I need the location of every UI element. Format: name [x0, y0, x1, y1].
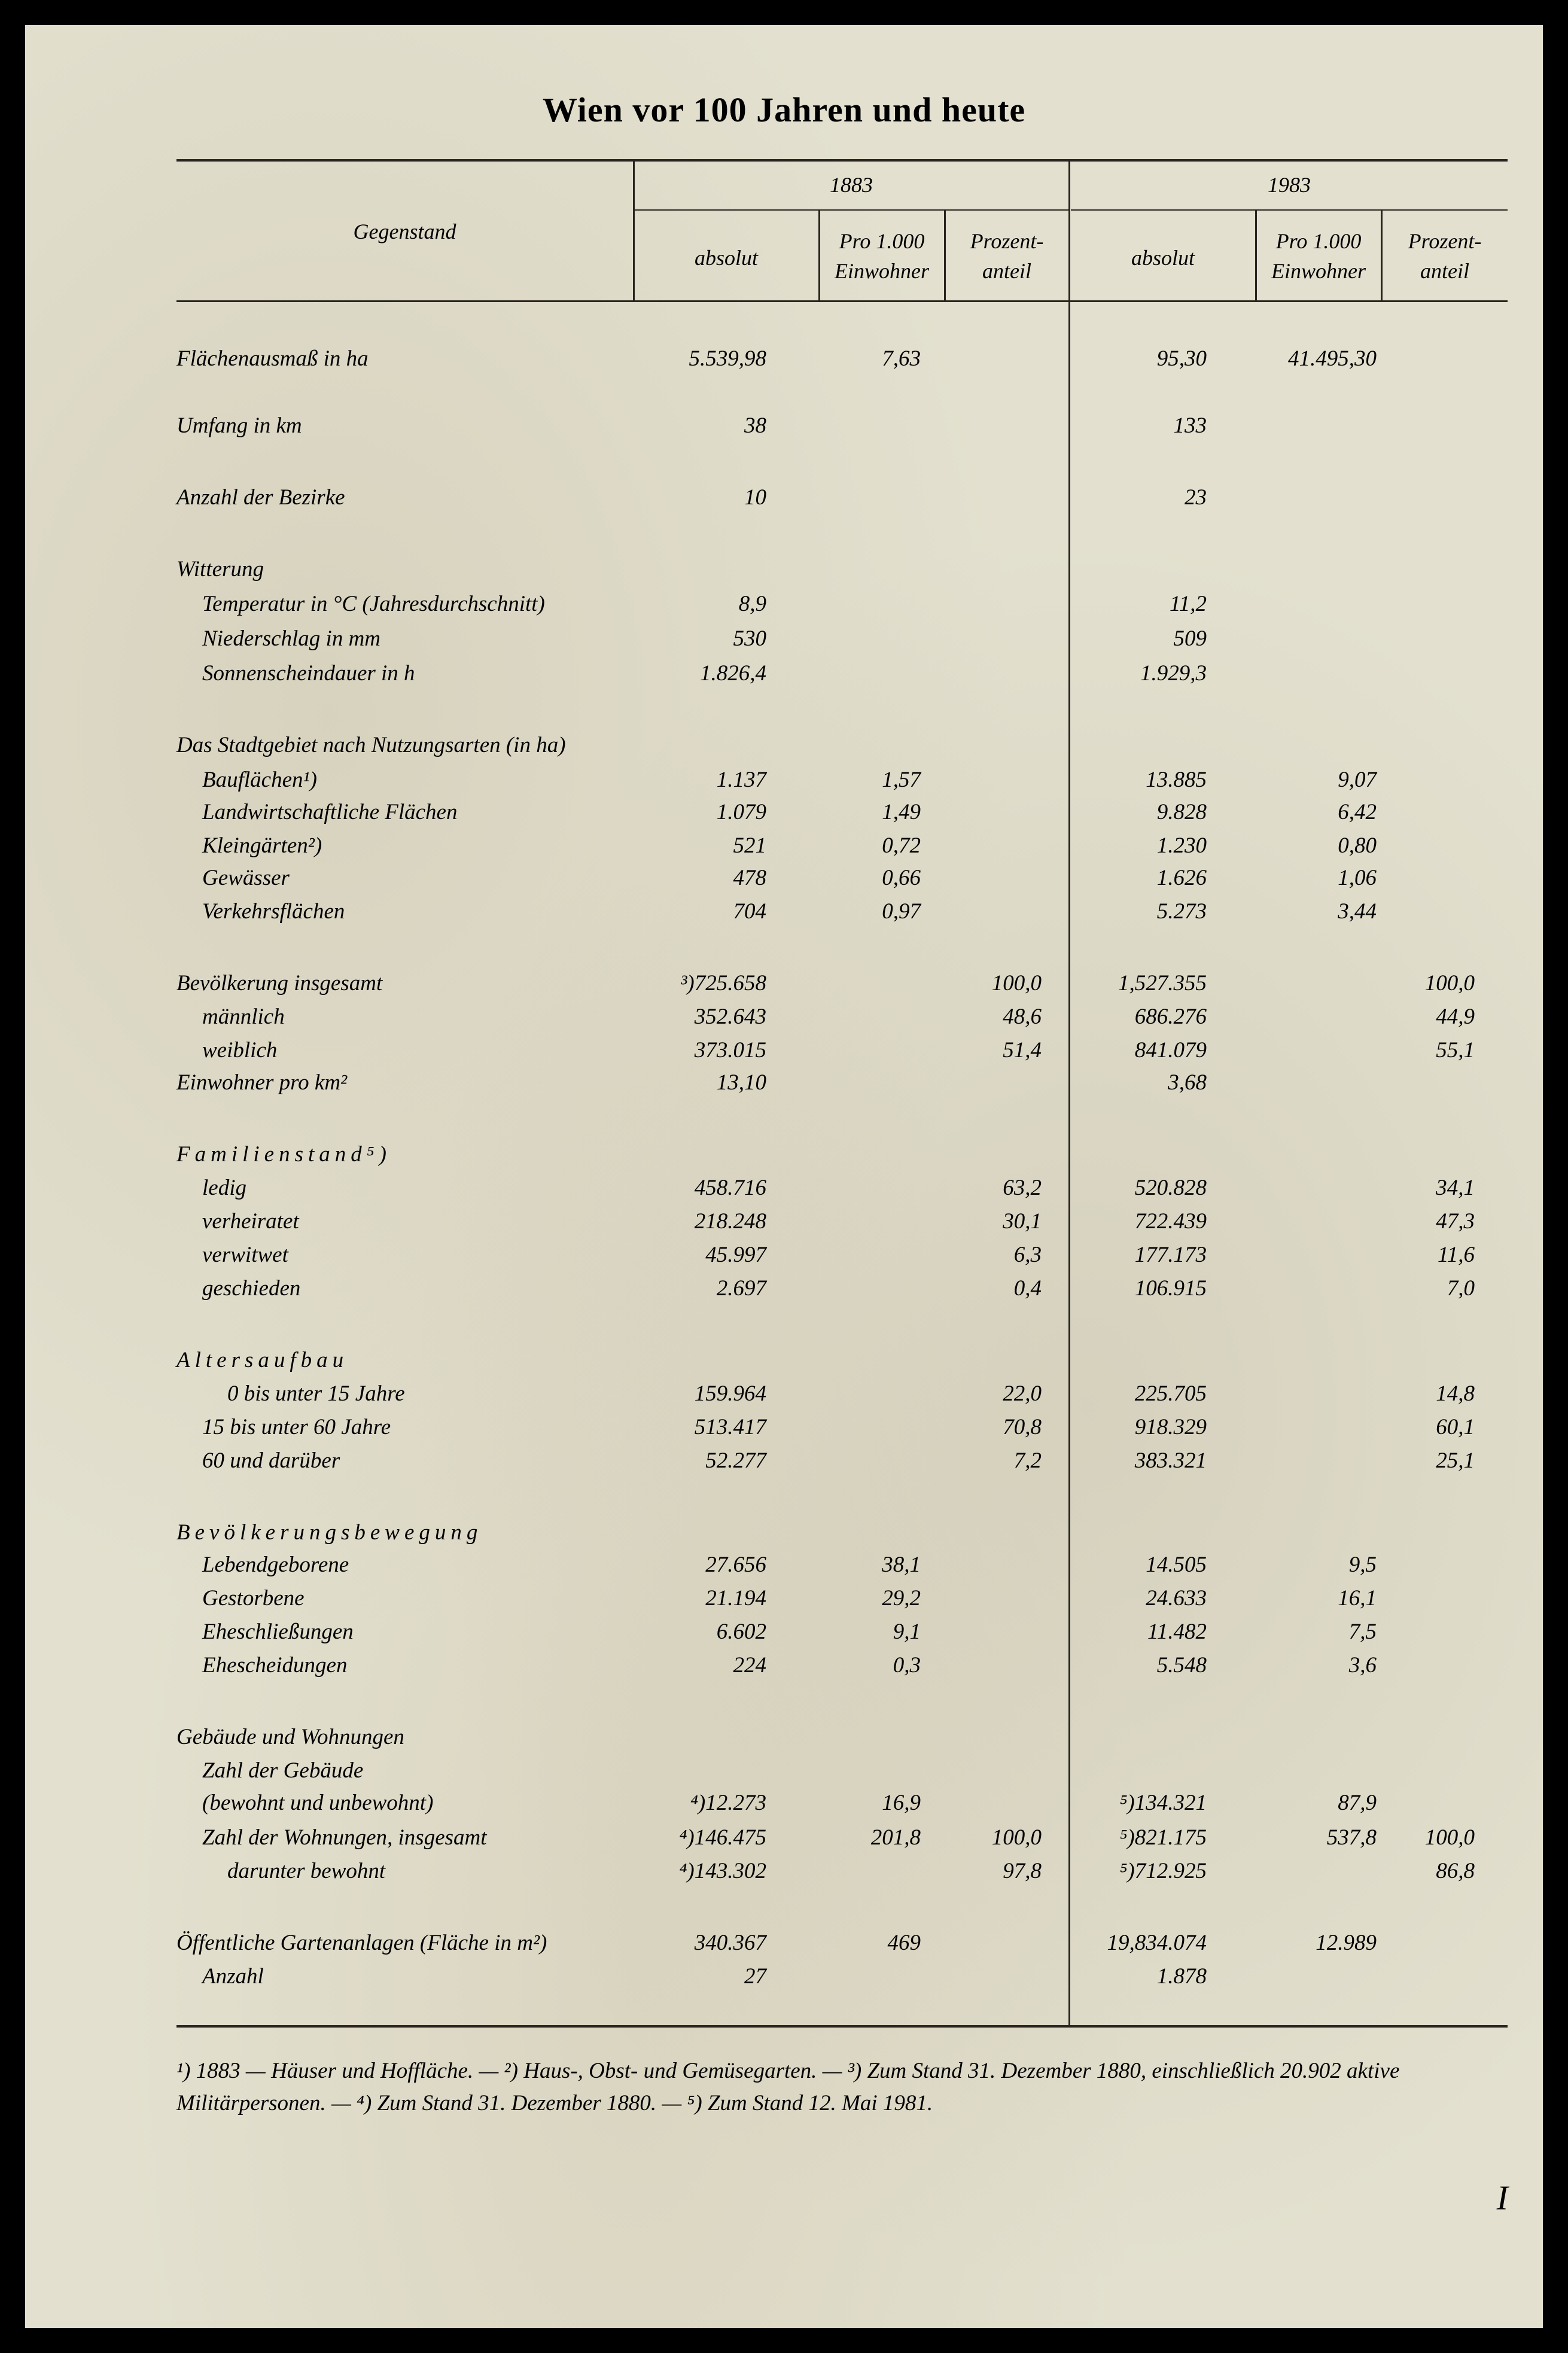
- row-label: Sonnenscheindauer in h: [202, 661, 415, 686]
- cell-c2: 0,72: [882, 833, 921, 858]
- cell-c2: 1,49: [882, 800, 921, 824]
- table-row: [0, 1548, 1568, 1582]
- cell-c2: 201,8: [870, 1825, 921, 1850]
- header-pro-1983: [1256, 226, 1381, 286]
- header-prozent-line2: anteil: [1420, 259, 1469, 283]
- cell-c2: 29,2: [882, 1586, 921, 1611]
- table-row: [0, 1205, 1568, 1238]
- cell-c3: 0,4: [1013, 1276, 1042, 1301]
- cell-c1: 159.964: [694, 1381, 766, 1406]
- table-bottom-rule: [176, 2025, 1508, 2028]
- header-prozent-1883: [945, 226, 1068, 286]
- cell-c1: 340.367: [694, 1931, 766, 1955]
- cell-c6: 47,3: [1436, 1209, 1475, 1234]
- footnote: ¹) 1883 — Häuser und Hoffläche. — ²) Haus-, Obst- und Gemüsegarten. — ³) Zum Stand 31. Dezember 1880, einschließlich 20.902 aktive Militärpersonen. — ⁴) Zum Stand 31. Dezember 1880. — ⁵) Zum Stand 12. Mai 1981.: [176, 2059, 1400, 2115]
- cell-c6: 25,1: [1436, 1448, 1475, 1473]
- cell-c5: 3,6: [1348, 1653, 1377, 1678]
- cell-c1: 530: [733, 626, 766, 651]
- cell-c4: ⁵)712.925: [1119, 1859, 1207, 1883]
- cell-c6: 44,9: [1436, 1004, 1475, 1029]
- table-row: [0, 1272, 1568, 1305]
- cell-c4: 3,68: [1168, 1070, 1207, 1095]
- cell-c4: 13.885: [1146, 768, 1207, 792]
- cell-c1: 10: [744, 485, 766, 510]
- cell-c1: 1.826,4: [700, 661, 766, 686]
- cell-c4: 1.878: [1156, 1964, 1207, 1989]
- cell-c1: 1.079: [716, 800, 766, 824]
- cell-c4: 95,30: [1156, 346, 1207, 371]
- table-row: [0, 1754, 1568, 1788]
- row-label: Witterung: [176, 557, 264, 582]
- cell-c6: 11,6: [1437, 1243, 1475, 1267]
- cell-c1: 521: [733, 833, 766, 858]
- header-year-rule-1983: [1071, 209, 1508, 211]
- table-row: [0, 1855, 1568, 1888]
- cell-c4: 106.915: [1134, 1276, 1207, 1301]
- cell-c5: 537,8: [1326, 1825, 1377, 1850]
- table-row: [0, 1721, 1568, 1754]
- row-label: Familienstand⁵): [176, 1142, 391, 1167]
- header-prozent-line1: Prozent-: [1408, 229, 1482, 253]
- cell-c3: 100,0: [991, 1825, 1042, 1850]
- table-row: [0, 342, 1568, 376]
- cell-c4: 918.329: [1134, 1415, 1207, 1439]
- table-row: [0, 1615, 1568, 1649]
- cell-c2: 1,57: [882, 768, 921, 792]
- cell-c4: 9.828: [1156, 800, 1207, 824]
- cell-c4: 509: [1173, 626, 1207, 651]
- cell-c4: 5.548: [1156, 1653, 1207, 1678]
- row-label: ledig: [202, 1176, 246, 1200]
- row-label: Lebendgeborene: [202, 1553, 349, 1577]
- cell-c2: 38,1: [882, 1553, 921, 1577]
- row-label: Öffentliche Gartenanlagen (Fläche in m²): [176, 1931, 547, 1955]
- cell-c4: 841.079: [1134, 1038, 1207, 1063]
- table-row: [0, 1138, 1568, 1171]
- cell-c1: ⁴)143.302: [679, 1859, 766, 1883]
- row-label: Verkehrsflächen: [202, 899, 345, 924]
- row-label: Gewässer: [202, 866, 290, 890]
- row-label: Flächenausmaß in ha: [176, 346, 369, 371]
- cell-c4: 19,834.074: [1107, 1931, 1207, 1955]
- row-label: 15 bis unter 60 Jahre: [202, 1415, 391, 1439]
- cell-c6: 34,1: [1436, 1176, 1475, 1200]
- page-title: Wien vor 100 Jahren und heute: [542, 90, 1026, 129]
- row-label: Zahl der Wohnungen, insgesamt: [202, 1825, 487, 1850]
- cell-c5: 1,06: [1338, 866, 1377, 890]
- header-pro-line1: Pro 1.000: [1275, 229, 1362, 253]
- header-absolut-1883: absolut: [694, 246, 758, 270]
- row-label: Bevölkerungsbewegung: [176, 1520, 483, 1545]
- row-label: Ehescheidungen: [202, 1653, 348, 1678]
- cell-c3: 48,6: [1003, 1004, 1042, 1029]
- row-label: Altersaufbau: [176, 1348, 349, 1372]
- row-label: Umfang in km: [176, 413, 302, 438]
- cell-c4: 11,2: [1169, 592, 1207, 616]
- row-label: Anzahl der Bezirke: [176, 485, 345, 510]
- cell-c1: ⁴)12.273: [690, 1791, 766, 1815]
- table-row: [0, 1344, 1568, 1377]
- cell-c2: 7,63: [882, 346, 921, 371]
- table-row: [0, 1821, 1568, 1855]
- cell-c1: 2.697: [716, 1276, 766, 1301]
- cell-c1: 704: [733, 899, 766, 924]
- cell-c4: ⁵)821.175: [1119, 1825, 1207, 1850]
- row-label: geschieden: [202, 1276, 301, 1301]
- header-year-1883: 1883: [830, 173, 873, 197]
- cell-c5: 9,07: [1338, 768, 1377, 792]
- header-year-1983: 1983: [1268, 173, 1311, 197]
- row-label: Kleingärten²): [202, 833, 322, 858]
- table-row: [0, 1377, 1568, 1411]
- table-row: [0, 1649, 1568, 1682]
- cell-c2: 9,1: [893, 1620, 921, 1644]
- row-label: weiblich: [202, 1038, 278, 1063]
- cell-c2: 0,3: [893, 1653, 921, 1678]
- table-row: [0, 729, 1568, 762]
- cell-c1: 6.602: [716, 1620, 766, 1644]
- table-top-rule: [176, 159, 1508, 162]
- cell-c4: 24.633: [1146, 1586, 1207, 1611]
- cell-c4: 520.828: [1134, 1176, 1207, 1200]
- table-row: [0, 1960, 1568, 1993]
- cell-c1: ³)725.658: [680, 971, 766, 996]
- page-number: I: [1496, 2178, 1508, 2217]
- cell-c4: 1.929,3: [1140, 661, 1207, 686]
- cell-c4: 722.439: [1134, 1209, 1207, 1234]
- header-prozent-line2: anteil: [982, 259, 1031, 283]
- cell-c2: 469: [887, 1931, 921, 1955]
- cell-c1: 1.137: [716, 768, 766, 792]
- table-row: [0, 657, 1568, 690]
- cell-c1: 224: [733, 1653, 766, 1678]
- row-label: Niederschlag in mm: [202, 626, 381, 651]
- cell-c5: 9,5: [1348, 1553, 1377, 1577]
- cell-c3: 97,8: [1003, 1859, 1042, 1883]
- header-gegenstand: Gegenstand: [353, 220, 456, 243]
- cell-c4: 177.173: [1134, 1243, 1207, 1267]
- table-row: [0, 1000, 1568, 1034]
- header-year-rule-1883: [634, 209, 1070, 211]
- row-label: Anzahl: [202, 1964, 264, 1989]
- header-pro-line1: Pro 1.000: [839, 229, 925, 253]
- cell-c5: 41.495,30: [1288, 346, 1377, 371]
- row-label: verheiratet: [202, 1209, 299, 1234]
- table-row: [0, 622, 1568, 656]
- cell-c5: 7,5: [1348, 1620, 1377, 1644]
- cell-c3: 22,0: [1003, 1381, 1042, 1406]
- table-row: [0, 588, 1568, 621]
- cell-c6: 86,8: [1436, 1859, 1475, 1883]
- row-label: Temperatur in °C (Jahresdurchschnitt): [202, 592, 545, 616]
- cell-c6: 14,8: [1436, 1381, 1475, 1406]
- cell-c6: 100,0: [1424, 971, 1475, 996]
- cell-c3: 30,1: [1003, 1209, 1042, 1234]
- row-label: Gestorbene: [202, 1586, 305, 1611]
- cell-c5: 87,9: [1338, 1791, 1377, 1815]
- table-row: [0, 1516, 1568, 1550]
- cell-c2: 0,66: [882, 866, 921, 890]
- cell-c5: 3,44: [1338, 899, 1377, 924]
- table-row: [0, 829, 1568, 863]
- cell-c1: 45.997: [705, 1243, 766, 1267]
- row-label: Eheschließungen: [202, 1620, 354, 1644]
- row-label: Bevölkerung insgesamt: [176, 971, 383, 996]
- table-row: [0, 862, 1568, 895]
- row-label: Das Stadtgebiet nach Nutzungsarten (in ha): [176, 733, 566, 757]
- cell-c4: 5.273: [1156, 899, 1207, 924]
- row-label: Bauflächen¹): [202, 768, 317, 792]
- cell-c4: 23: [1185, 485, 1207, 510]
- cell-c3: 70,8: [1003, 1415, 1042, 1439]
- cell-c6: 55,1: [1436, 1038, 1475, 1063]
- cell-c3: 6,3: [1013, 1243, 1042, 1267]
- table-row: [0, 1238, 1568, 1272]
- cell-c5: 6,42: [1338, 800, 1377, 824]
- table-row: [0, 1411, 1568, 1444]
- cell-c4: 225.705: [1134, 1381, 1207, 1406]
- cell-c1: 478: [733, 866, 766, 890]
- cell-c1: 27.656: [705, 1553, 766, 1577]
- table-row: [0, 796, 1568, 829]
- row-label: darunter bewohnt: [227, 1859, 386, 1883]
- cell-c4: 11.482: [1147, 1620, 1207, 1644]
- table-row: [0, 1786, 1568, 1820]
- table-row: [0, 1171, 1568, 1205]
- cell-c1: 5.539,98: [689, 346, 766, 371]
- cell-c1: 38: [744, 413, 766, 438]
- row-label: Gebäude und Wohnungen: [176, 1725, 404, 1749]
- header-pro-1883: [820, 226, 944, 286]
- row-label: Landwirtschaftliche Flächen: [202, 800, 458, 824]
- row-label: (bewohnt und unbewohnt): [202, 1791, 434, 1815]
- row-label: Zahl der Gebäude: [202, 1758, 364, 1783]
- table-row: [0, 1582, 1568, 1615]
- table-row: [0, 1926, 1568, 1960]
- cell-c1: 21.194: [705, 1586, 766, 1611]
- row-label: 0 bis unter 15 Jahre: [227, 1381, 405, 1406]
- cell-c4: 383.321: [1134, 1448, 1207, 1473]
- cell-c1: 458.716: [694, 1176, 766, 1200]
- cell-c5: 12.989: [1316, 1931, 1377, 1955]
- cell-c1: ⁴)146.475: [679, 1825, 766, 1850]
- cell-c1: 352.643: [694, 1004, 766, 1029]
- cell-c4: 133: [1173, 413, 1207, 438]
- table-row: [0, 763, 1568, 797]
- cell-c4: 686.276: [1134, 1004, 1207, 1029]
- cell-c1: 8,9: [738, 592, 766, 616]
- table-row: [0, 967, 1568, 1000]
- table-row: [0, 1066, 1568, 1100]
- cell-c3: 51,4: [1003, 1038, 1042, 1063]
- row-label: 60 und darüber: [202, 1448, 340, 1473]
- cell-c1: 218.248: [694, 1209, 766, 1234]
- cell-c6: 60,1: [1436, 1415, 1475, 1439]
- cell-c1: 13,10: [716, 1070, 766, 1095]
- header-absolut-1983: absolut: [1131, 246, 1195, 270]
- table-row: [0, 481, 1568, 515]
- cell-c5: 16,1: [1338, 1586, 1377, 1611]
- table-row: [0, 1034, 1568, 1067]
- header-prozent-1983: [1382, 226, 1508, 286]
- header-pro-line2: Einwohner: [835, 259, 929, 283]
- cell-c2: 0,97: [882, 899, 921, 924]
- cell-c1: 52.277: [705, 1448, 766, 1473]
- cell-c4: 1.626: [1156, 866, 1207, 890]
- table-row: [0, 895, 1568, 929]
- header-pro-line2: Einwohner: [1271, 259, 1366, 283]
- table-row: [0, 409, 1568, 443]
- header-prozent-line1: Prozent-: [970, 229, 1044, 253]
- cell-c1: 27: [744, 1964, 766, 1989]
- cell-c4: 14.505: [1146, 1553, 1207, 1577]
- row-label: männlich: [202, 1004, 285, 1029]
- cell-c4: 1,527.355: [1118, 971, 1207, 996]
- cell-c6: 100,0: [1424, 1825, 1475, 1850]
- cell-c4: 1.230: [1156, 833, 1207, 858]
- cell-c1: 373.015: [694, 1038, 766, 1063]
- cell-c5: 0,80: [1338, 833, 1377, 858]
- table-row: [0, 1444, 1568, 1478]
- cell-c2: 16,9: [882, 1791, 921, 1815]
- cell-c4: ⁵)134.321: [1119, 1791, 1207, 1815]
- row-label: verwitwet: [202, 1243, 288, 1267]
- header-bottom-rule: [176, 300, 1508, 302]
- cell-c6: 7,0: [1447, 1276, 1475, 1301]
- cell-c3: 63,2: [1003, 1176, 1042, 1200]
- row-label: Einwohner pro km²: [176, 1070, 348, 1095]
- table-row: [0, 553, 1568, 586]
- cell-c3: 100,0: [991, 971, 1042, 996]
- cell-c3: 7,2: [1013, 1448, 1042, 1473]
- cell-c1: 513.417: [694, 1415, 766, 1439]
